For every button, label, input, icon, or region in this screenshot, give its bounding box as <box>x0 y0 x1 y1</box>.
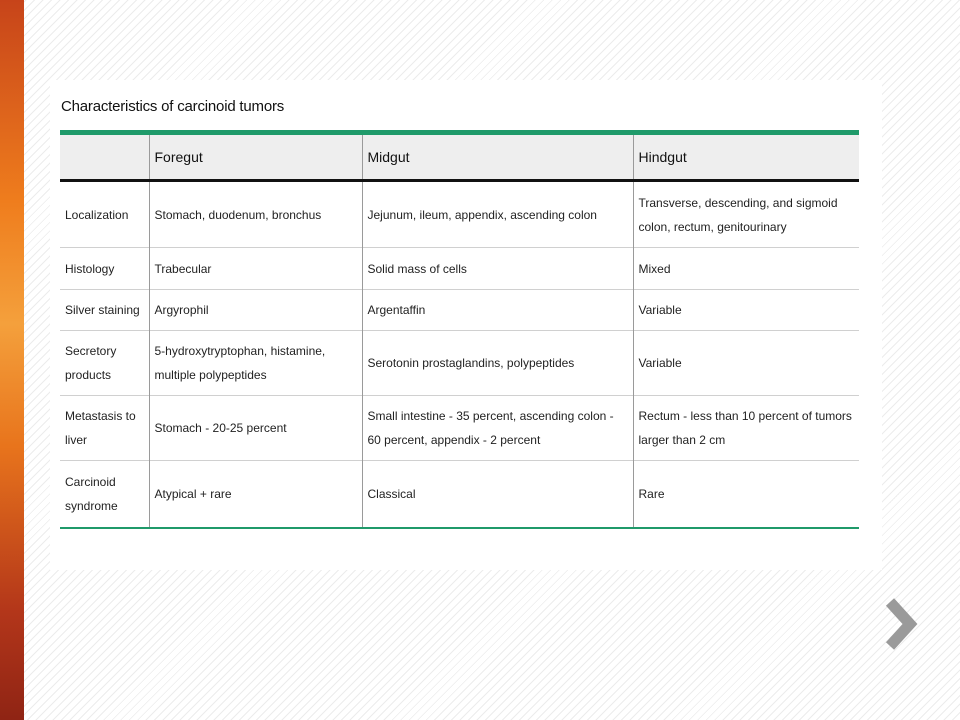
table-cell: Argyrophil <box>149 290 362 331</box>
row-label: Metastasis to liver <box>60 396 149 461</box>
table-cell: Transverse, descending, and sigmoid colon, rectum, genitourinary <box>633 181 859 248</box>
table-cell: Classical <box>362 461 633 528</box>
table-cell: Serotonin prostaglandins, polypeptides <box>362 331 633 396</box>
table-header-row <box>60 135 859 181</box>
header-cell-hindgut: Hindgut <box>633 135 859 181</box>
row-label: Carcinoid syndrome <box>60 461 149 528</box>
row-label: Histology <box>60 248 149 290</box>
header-cell-empty <box>60 135 149 181</box>
row-label: Secretory products <box>60 331 149 396</box>
header-cell-midgut: Midgut <box>362 135 633 181</box>
table-cell: 5-hydroxytryptophan, histamine, multiple polypeptides <box>149 331 362 396</box>
table-row <box>60 461 859 528</box>
table-title: Characteristics of carcinoid tumors <box>61 98 285 115</box>
table-cell: Mixed <box>633 248 859 290</box>
row-label: Localization <box>60 181 149 248</box>
side-accent-bar <box>0 0 24 720</box>
table-row <box>60 396 859 461</box>
row-label: Silver staining <box>60 290 149 331</box>
table-cell: Jejunum, ileum, appendix, ascending colon <box>362 181 633 248</box>
table-container <box>60 130 859 529</box>
table-cell: Rectum - less than 10 percent of tumors larger than 2 cm <box>633 396 859 461</box>
table-cell: Stomach - 20-25 percent <box>149 396 362 461</box>
table-cell: Variable <box>633 331 859 396</box>
table-cell: Argentaffin <box>362 290 633 331</box>
table-cell: Small intestine - 35 percent, ascending colon - 60 percent, appendix - 2 percent <box>362 396 633 461</box>
table-cell: Stomach, duodenum, bronchus <box>149 181 362 248</box>
carcinoid-characteristics-table <box>60 135 859 527</box>
table-row <box>60 181 859 248</box>
table-row <box>60 248 859 290</box>
table-cell: Solid mass of cells <box>362 248 633 290</box>
table-cell: Rare <box>633 461 859 528</box>
table-row <box>60 331 859 396</box>
chevron-right-icon[interactable] <box>884 596 918 652</box>
table-cell: Trabecular <box>149 248 362 290</box>
slide-content-panel <box>50 80 882 570</box>
table-cell: Atypical + rare <box>149 461 362 528</box>
table-cell: Variable <box>633 290 859 331</box>
header-cell-foregut: Foregut <box>149 135 362 181</box>
table-row <box>60 290 859 331</box>
